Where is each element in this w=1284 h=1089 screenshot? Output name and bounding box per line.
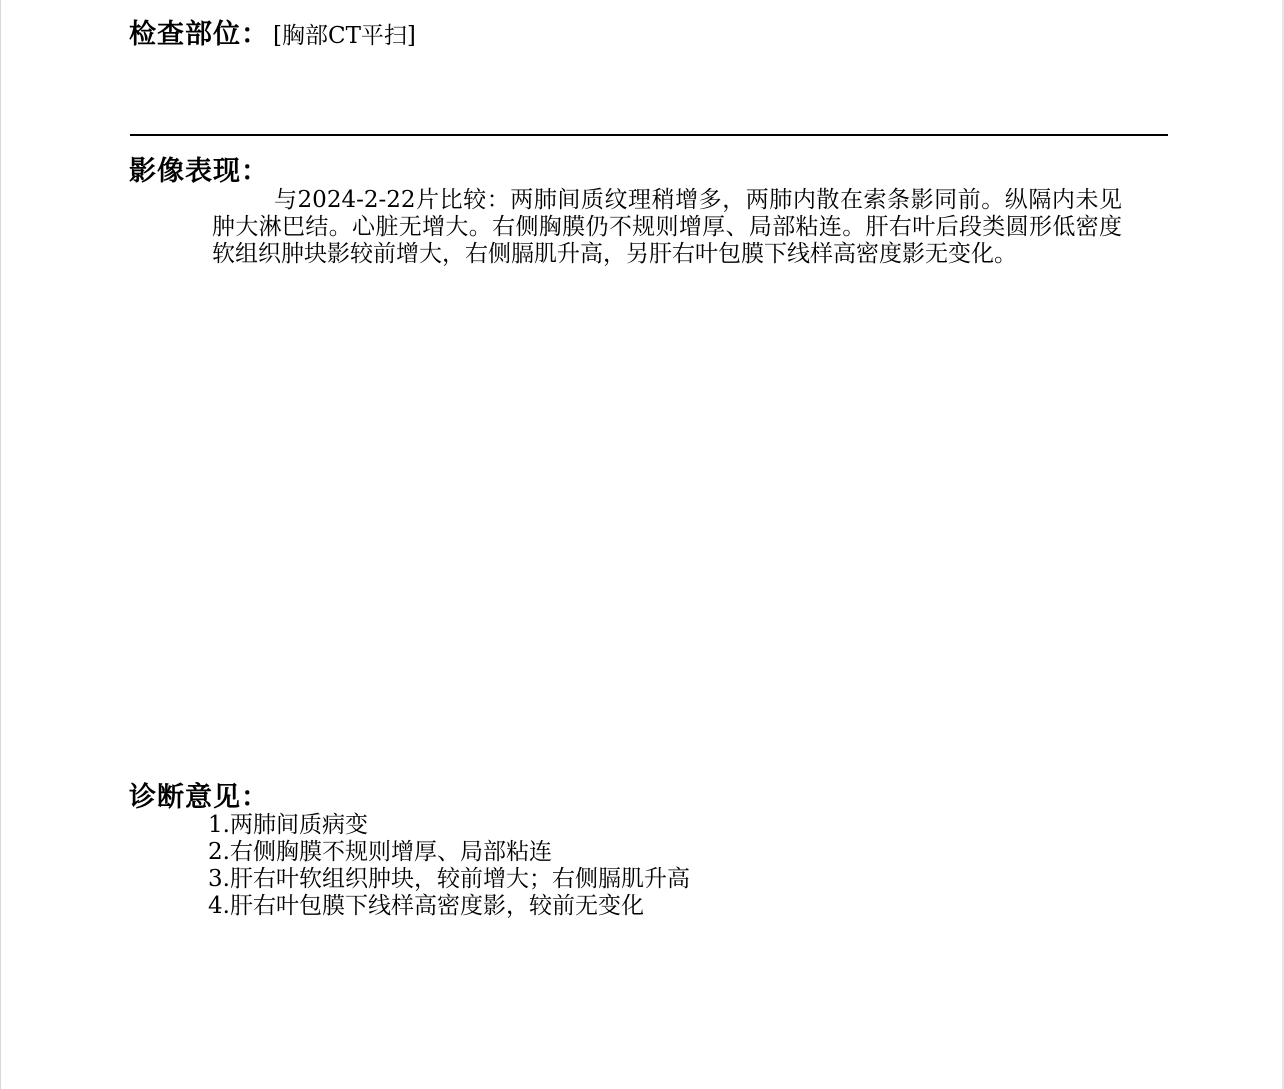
section-divider bbox=[130, 134, 1168, 136]
exam-site-row bbox=[129, 12, 416, 51]
diagnosis-item: 3.肝右叶软组织肿块，较前增大；右侧膈肌升高 bbox=[208, 866, 690, 892]
findings-text: 与2024-2-22片比较：两肺间质纹理稍增多，两肺内散在索条影同前。纵隔内未见肿大淋巴结。心脏无增大。右侧胸膜仍不规则增厚、局部粘连。肝右叶后段类圆形低密度软组织肿块影较前增大，右侧膈肌升高，另肝右叶包膜下线样高密度影无变化。 bbox=[212, 187, 1122, 267]
findings-label: 影像表现： bbox=[129, 156, 269, 187]
diagnosis-item: 2.右侧胸膜不规则增厚、局部粘连 bbox=[208, 839, 552, 865]
page-left-edge bbox=[0, 0, 1, 1089]
diagnosis-item: 4.肝右叶包膜下线样高密度影，较前无变化 bbox=[208, 893, 644, 919]
diagnosis-item: 1.两肺间质病变 bbox=[208, 812, 368, 838]
exam-site-label: 检查部位： bbox=[129, 19, 269, 50]
diagnosis-label: 诊断意见： bbox=[129, 782, 269, 813]
exam-site-value: [胸部CT平扫] bbox=[273, 23, 416, 49]
diagnosis-list bbox=[208, 812, 690, 920]
